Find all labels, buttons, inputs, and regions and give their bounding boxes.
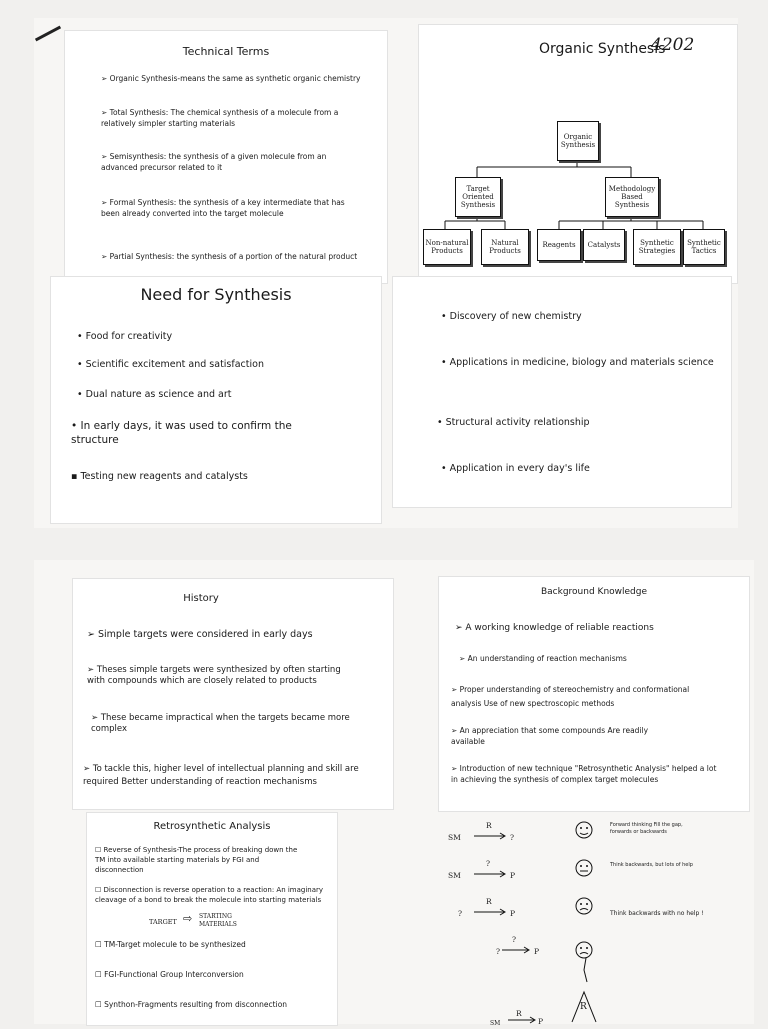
row-note: Think backwards, but lots of help: [610, 862, 693, 868]
slide-title: Technical Terms: [182, 45, 270, 58]
history-item: ➢ Theses simple targets were synthesized by often starting with compounds which are closely related to products: [87, 665, 341, 686]
retro-arrow-icon: ⇨: [183, 912, 193, 925]
slide-discovery: [392, 276, 732, 508]
slide-title: Need for Synthesis: [140, 285, 292, 304]
history-item: ➢ To tackle this, higher level of intellectual planning and skill are required Better understanding of reaction mechanisms: [83, 764, 359, 787]
need-item: • In early days, it was used to confirm the structure: [71, 420, 292, 446]
retro-item: ☐ Disconnection is reverse operation to a reaction: An imaginary cleavage of a bond to break the molecule into starting materials: [95, 886, 324, 904]
row-reagent: R: [516, 1009, 522, 1018]
node-reagents: Reagents: [537, 229, 581, 261]
history-item: ➢ Simple targets were considered in early days: [87, 629, 313, 640]
row-note: Forward thinking Fill the gap, forwards or backwards: [610, 822, 683, 835]
node-non-natural-products: Non-natural Products: [423, 229, 471, 265]
row-product: P: [534, 947, 540, 956]
background-item: ➢ A working knowledge of reliable reactions: [455, 623, 654, 633]
node-natural-products: Natural Products: [481, 229, 529, 265]
row-product: ?: [510, 833, 515, 842]
row-sm: SM: [490, 1020, 501, 1027]
discovery-item: • Applications in medicine, biology and materials science: [441, 357, 714, 368]
node-methodology-based: Methodology Based Synthesis: [605, 177, 659, 217]
row-sm: SM: [448, 871, 461, 880]
pen-mark: [35, 26, 61, 42]
need-item: • Scientific excitement and satisfaction: [77, 359, 264, 370]
node-synthetic-tactics: Synthetic Tactics: [683, 229, 725, 265]
retro-target-label: TARGET: [149, 918, 177, 926]
handwritten-note: 4202: [651, 35, 695, 55]
need-item: • Dual nature as science and art: [77, 389, 232, 400]
lower-handout-page: [34, 560, 754, 1027]
slide-background-knowledge: [438, 576, 750, 812]
term-item: ➢ Total Synthesis: The chemical synthesis of a molecule from a relatively simpler starting materials: [101, 108, 339, 128]
background-item: ➢ An understanding of reaction mechanisms: [459, 654, 627, 663]
background-item: ➢ Introduction of new technique "Retrosynthetic Analysis" helped a lot in achieving the synthesis of complex target molecules: [451, 764, 717, 784]
retro-item: ☐ Reverse of Synthesis-The process of breaking down the TM into available starting materials by FGI and disconnection: [95, 846, 298, 874]
row-product: P: [510, 871, 516, 880]
row-product: P: [538, 1017, 544, 1026]
retro-item: ☐ FGI-Functional Group Interconversion: [95, 970, 244, 979]
node-organic-synthesis: Organic Synthesis: [557, 121, 599, 161]
row-note: Think backwards with no help !: [610, 910, 704, 917]
node-catalysts: Catalysts: [583, 229, 625, 261]
retro-item: ☐ Synthon-Fragments resulting from disconnection: [95, 1000, 288, 1009]
slide-history: [72, 578, 394, 810]
row-reagent: R: [486, 897, 492, 906]
retro-starting-label: STARTING MATERIALS: [199, 913, 237, 928]
discovery-item: • Application in every day's life: [441, 463, 590, 474]
row-reagent: R: [486, 821, 492, 830]
slide-need-for-synthesis: [50, 276, 382, 524]
slide-technical-terms: [64, 30, 388, 284]
discovery-item: • Structural activity relationship: [437, 417, 590, 428]
row-reagent: ?: [486, 859, 491, 868]
slide-title: Organic Synthesis: [539, 41, 666, 57]
slide-title: Background Knowledge: [540, 587, 648, 597]
upper-handout-page: [34, 18, 738, 528]
thinking-scheme: [434, 812, 754, 1027]
slide-title: History: [183, 593, 219, 604]
term-item: ➢ Organic Synthesis-means the same as synthetic organic chemistry: [101, 74, 361, 83]
row-sm: SM: [448, 833, 461, 842]
term-item: ➢ Partial Synthesis: the synthesis of a portion of the natural product: [101, 252, 358, 261]
need-item: • Food for creativity: [77, 331, 173, 342]
term-item: ➢ Semisynthesis: the synthesis of a given molecule from an advanced precursor related to it: [101, 152, 327, 172]
node-target-oriented: Target Oriented Synthesis: [455, 177, 501, 217]
retro-item: ☐ TM-Target molecule to be synthesized: [95, 940, 246, 949]
triangle-label: R: [580, 1002, 587, 1012]
discovery-item: • Discovery of new chemistry: [441, 311, 582, 322]
slide-title: Retrosynthetic Analysis: [153, 821, 271, 832]
row-sm: ?: [458, 909, 463, 918]
background-item: ➢ An appreciation that some compounds Are readily available: [451, 726, 649, 746]
history-item: ➢ These became impractical when the targets became more complex: [91, 713, 350, 734]
row-reagent: ?: [512, 935, 517, 944]
slide-organic-synthesis: [418, 24, 738, 284]
background-item: ➢ Proper understanding of stereochemistry and conformational analysis Use of new spectroscopic methods: [451, 685, 690, 708]
row-product: P: [510, 909, 516, 918]
need-item: ▪ Testing new reagents and catalysts: [71, 471, 248, 482]
term-item: ➢ Formal Synthesis: the synthesis of a key intermediate that has been already converted into the target molecule: [101, 198, 345, 218]
slide-retrosynthetic-analysis: [86, 812, 338, 1026]
node-synthetic-strategies: Synthetic Strategies: [633, 229, 681, 265]
row-sm: ?: [496, 947, 501, 956]
